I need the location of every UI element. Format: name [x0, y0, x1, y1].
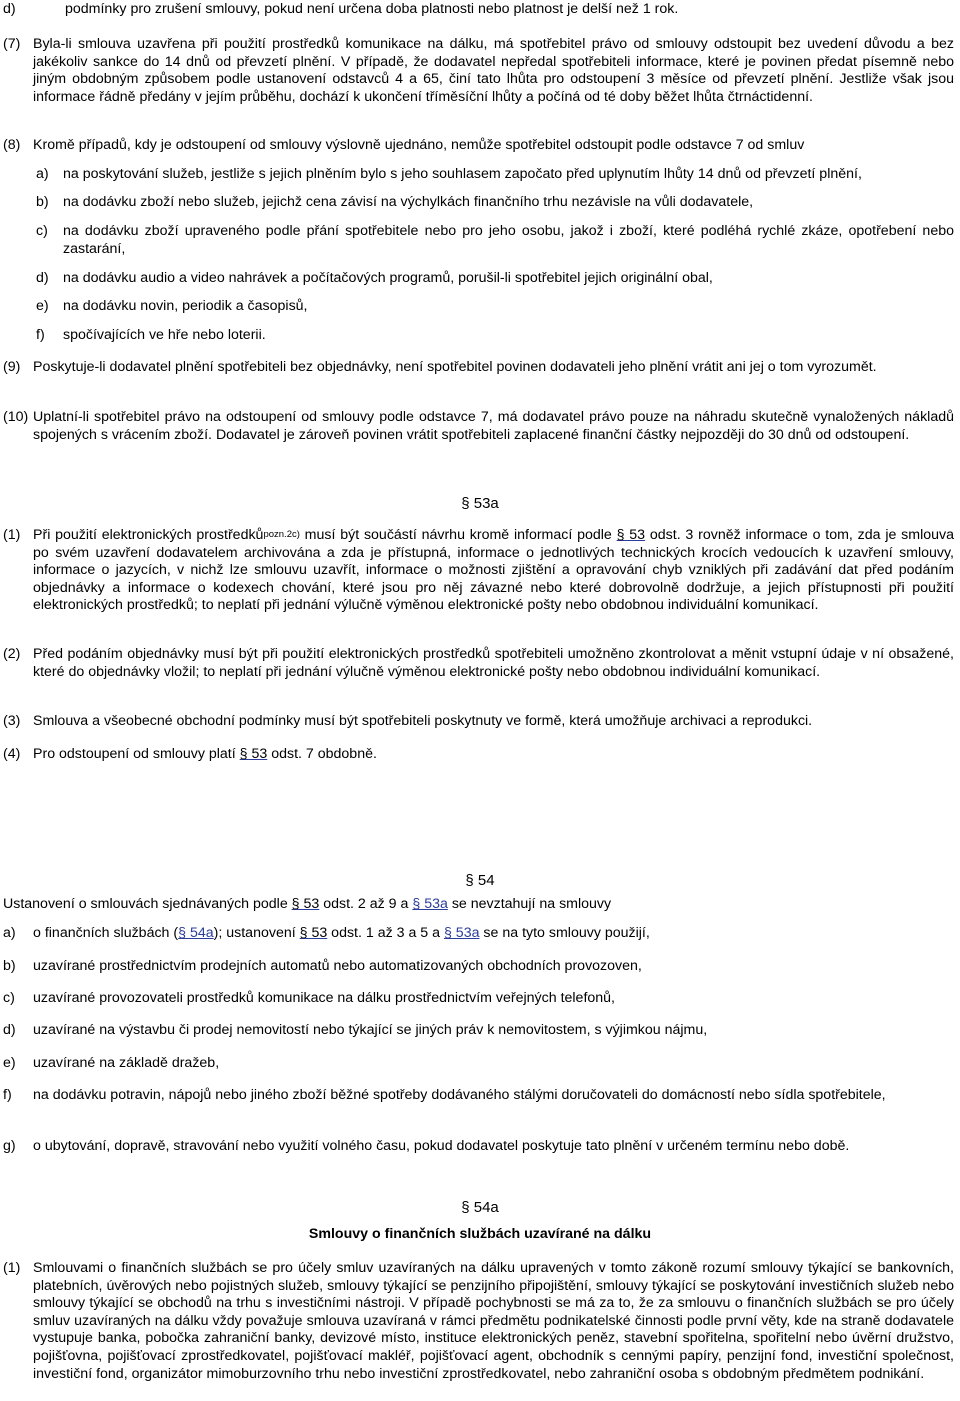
item-label: f)	[3, 1087, 12, 1103]
paragraph-text: Kromě případů, kdy je odstoupení od smlouvy výslovně ujednáno, nemůže spotřebitel odstoupit podle odstavce 7 od smluv	[33, 137, 805, 153]
list-item-54g	[3, 1138, 954, 1156]
item-text: uzavírané na výstavbu či prodej nemovitostí nebo týkající se jiných práv k nemovitostem, s výjimkou nájmu,	[33, 1022, 708, 1038]
paragraph-53a-3	[3, 713, 954, 731]
section-heading-54: § 54	[465, 872, 495, 889]
paragraph-text	[33, 527, 954, 615]
paragraph-53a-4	[3, 746, 954, 764]
item-text: na dodávku potravin, nápojů nebo jiného zboží běžné spotřeby dodávaného stálými doručovateli do domácností nebo sídla spotřebitele,	[33, 1087, 886, 1103]
paragraph-10	[3, 409, 954, 444]
paragraph-number: (2)	[3, 646, 21, 662]
paragraph-number: (3)	[3, 713, 21, 729]
item-text: na poskytování služeb, jestliže s jejich plněním bylo s jeho souhlasem započato před uplynutím lhůty 14 dnů od převzetí plnění,	[63, 166, 862, 182]
item-label: c)	[3, 990, 15, 1006]
list-item-54a	[3, 925, 954, 943]
list-item-8c	[3, 223, 954, 258]
section-link-54a[interactable]: § 54a	[178, 925, 214, 941]
paragraph-text: Poskytuje-li dodavatel plnění spotřebiteli bez objednávky, není spotřebitel povinen dodavateli jeho plnění vrátit ani jej o tom vyrozumět.	[33, 359, 877, 375]
item-label: d)	[3, 1022, 16, 1038]
text-run: se nevztahují na smlouvy	[447, 896, 612, 912]
paragraph-text: Uplatní-li spotřebitel právo na odstoupení od smlouvy podle odstavce 7, má dodavatel právo pouze na náhradu skutečně vynaložených nákladů spojených s vrácením zboží. Dodavatel je zároveň povinen vrátit spotřebiteli zaplacené finanční částky nejpozději do 30 dnů od odstoupení.	[33, 409, 954, 443]
section-heading-53a: § 53a	[461, 495, 499, 512]
section-link-53[interactable]: § 53	[291, 896, 320, 912]
section-54-intro	[3, 896, 954, 914]
text-run: odst. 3 rovněž informace o tom, zda je smlouva po svém uzavření dodavatelem archivována a zda je přístupná, informace o jednotlivých technických krocích vedoucích k uzavření smlouvy, informace o jazycích, v nichž lze smlouvu uzavřít, informace o možnosti zjištění a opravování chyb vzniklých při zadávání dat před podáním objednávky a informace o kodexech chování, které jsou pro něj závazné nebo které dobrovolně dodržuje, a jejich přístupnosti při použití elektronických prostředků; to neplatí při jednání výlučně výměnou elektronické pošty nebo obdobnou individuální komunikací.	[33, 527, 954, 614]
item-label: c)	[36, 223, 48, 239]
list-item-8a	[3, 166, 954, 184]
text-run: o finančních službách (	[33, 925, 179, 941]
text-run: Při použití elektronických prostředků	[33, 527, 264, 543]
section-link-53[interactable]: § 53	[616, 527, 646, 543]
list-item-8d	[3, 270, 954, 288]
section-link-53a[interactable]: § 53a	[412, 896, 448, 912]
section-link-53a[interactable]: § 53a	[443, 925, 480, 941]
paragraph-number: (7)	[3, 36, 21, 52]
section-link-53[interactable]: § 53	[299, 925, 328, 941]
section-heading-54a: § 54a	[461, 1199, 499, 1216]
item-text: na dodávku novin, periodik a časopisů,	[63, 298, 308, 314]
item-label: a)	[3, 925, 16, 941]
item-text: na dodávku audio a video nahrávek a počítačových programů, porušil-li spotřebitel jejich originální obal,	[63, 270, 713, 286]
list-item-54c	[3, 990, 954, 1008]
item-label: f)	[36, 327, 45, 343]
text-run: Pro odstoupení od smlouvy platí	[33, 746, 240, 762]
paragraph-text: Smlouvami o finančních službách se pro účely smluv uzavíraných na dálku upravených v tomto zákoně rozumí smlouvy týkající se bankovních, platebních, úvěrových nebo pojistných služeb, smlouvy týkající se penzijního připojištění, smlouvy týkající se poskytování investičních služeb nebo smlouvy týkající se obchodů na trhu s investičními nástroji. V případě pochybnosti se má za to, že za smlouvu o finančních službách se pro účely smluv uzavíraných na dálku vždy považuje smlouva uzavíraná v rámci předmětu podnikatelské činnosti podle první věty, kde na straně dodavatele vystupuje banka, pobočka zahraniční banky, devizové místo, instituce elektronických peněz, stavební spořitelna, spořitelní nebo úvěrní družstvo, pojišťovna, pojišťovací zprostředkovatel, pojišťovací makléř, pojišťovací agent, obchodník s cennými papíry, penzijní fond, investiční společnost, investiční fond, organizátor mimoburzovního trhu nebo investiční zprostředkovatel, nebo zahraniční osoba s obdobným předmětem podnikání.	[33, 1260, 954, 1382]
paragraph-number: (4)	[3, 746, 21, 762]
section-link-53[interactable]: § 53	[239, 746, 268, 762]
paragraph-8	[3, 137, 954, 155]
list-item-8e	[3, 298, 954, 316]
text-run: musí být součástí návrhu kromě informací podle	[299, 527, 617, 543]
item-text	[33, 925, 954, 943]
list-item-7d	[3, 1, 954, 19]
list-item-54e	[3, 1055, 954, 1073]
text-run: odst. 7 obdobně.	[267, 746, 377, 762]
list-item-54b	[3, 958, 954, 976]
item-text: uzavírané na základě dražeb,	[33, 1055, 220, 1071]
text-run: Ustanovení o smlouvách sjednávaných podle	[3, 896, 292, 912]
paragraph-text: Byla-li smlouva uzavřena při použití prostředků komunikace na dálku, má spotřebitel právo od smlouvy odstoupit bez uvedení důvodu a bez jakékoliv sankce do 14 dnů od převzetí plnění. V případě, že dodavatel nepředal spotřebiteli informace, které je povinen předat písemně nebo jiným obdobným způsobem podle ustanovení odstavců 4 a 65, činí tato lhůta pro odstoupení 3 měsíce od převzetí plnění. Jestliže však jsou informace řádně předány v jejím průběhu, dochází k ukončení tříměsíční lhůty a počíná od té doby běžet lhůta čtrnáctidenní.	[33, 36, 954, 105]
item-text: spočívajících ve hře nebo loterii.	[63, 327, 266, 343]
text-run: odst. 2 až 9 a	[319, 896, 413, 912]
paragraph-text: Před podáním objednávky musí být při použití elektronických prostředků spotřebiteli umožněno zkontrolovat a měnit vstupní údaje v ní obsažené, které do objednávky vložil; to neplatí při jednání výlučně výměnou elektronické pošty nebo obdobnou individuální komunikací.	[33, 646, 954, 680]
list-item-8b	[3, 194, 954, 212]
paragraph-53a-1	[3, 527, 954, 615]
paragraph-number: (8)	[3, 137, 21, 153]
section-title-54a: Smlouvy o finančních službách uzavírané na dálku	[308, 1226, 652, 1242]
paragraph-text	[33, 746, 954, 764]
item-label: g)	[3, 1138, 16, 1154]
item-label: b)	[3, 958, 16, 974]
item-label: d)	[3, 1, 16, 17]
text-run: ); ustanovení	[213, 925, 300, 941]
item-text: na dodávku zboží nebo služeb, jejichž cena závisí na výchylkách finančního trhu nezávisle na vůli dodavatele,	[63, 194, 754, 210]
item-label: e)	[36, 298, 49, 314]
paragraph-number: (1)	[3, 1260, 21, 1276]
paragraph-number: (9)	[3, 359, 21, 375]
item-label: e)	[3, 1055, 16, 1071]
text-run: odst. 1 až 3 a 5 a	[327, 925, 444, 941]
text-run: se na tyto smlouvy použijí,	[479, 925, 650, 941]
item-label: d)	[36, 270, 49, 286]
item-text: podmínky pro zrušení smlouvy, pokud není určena doba platnosti nebo platnost je delší než 1 rok.	[65, 1, 679, 17]
item-label: a)	[36, 166, 49, 182]
list-item-8f	[3, 327, 954, 345]
item-text: uzavírané prostřednictvím prodejních automatů nebo automatizovaných obchodních provozoven,	[33, 958, 642, 974]
item-text: uzavírané provozovateli prostředků komunikace na dálku prostřednictvím veřejných telefonů,	[33, 990, 615, 1006]
item-text: o ubytování, dopravě, stravování nebo využití volného času, pokud dodavatel poskytuje tato plnění v určeném termínu nebo době.	[33, 1138, 850, 1154]
paragraph-54a-1	[3, 1260, 954, 1383]
item-text: na dodávku zboží upraveného podle přání spotřebitele nebo pro jeho osobu, jakož i zboží, které podléhá rychlé zkáze, opotřebení nebo zastarání,	[63, 223, 954, 257]
footnote-ref[interactable]: pozn.2c)	[263, 529, 300, 540]
paragraph-number: (1)	[3, 527, 21, 543]
paragraph-text: Smlouva a všeobecné obchodní podmínky musí být spotřebiteli poskytnuty ve formě, která umožňuje archivaci a reprodukci.	[33, 713, 813, 729]
paragraph-number: (10)	[3, 409, 29, 425]
list-item-54f	[3, 1087, 954, 1105]
paragraph-53a-2	[3, 646, 954, 681]
list-item-54d	[3, 1022, 954, 1040]
item-label: b)	[36, 194, 49, 210]
paragraph-9	[3, 359, 954, 377]
paragraph-7	[3, 36, 954, 106]
